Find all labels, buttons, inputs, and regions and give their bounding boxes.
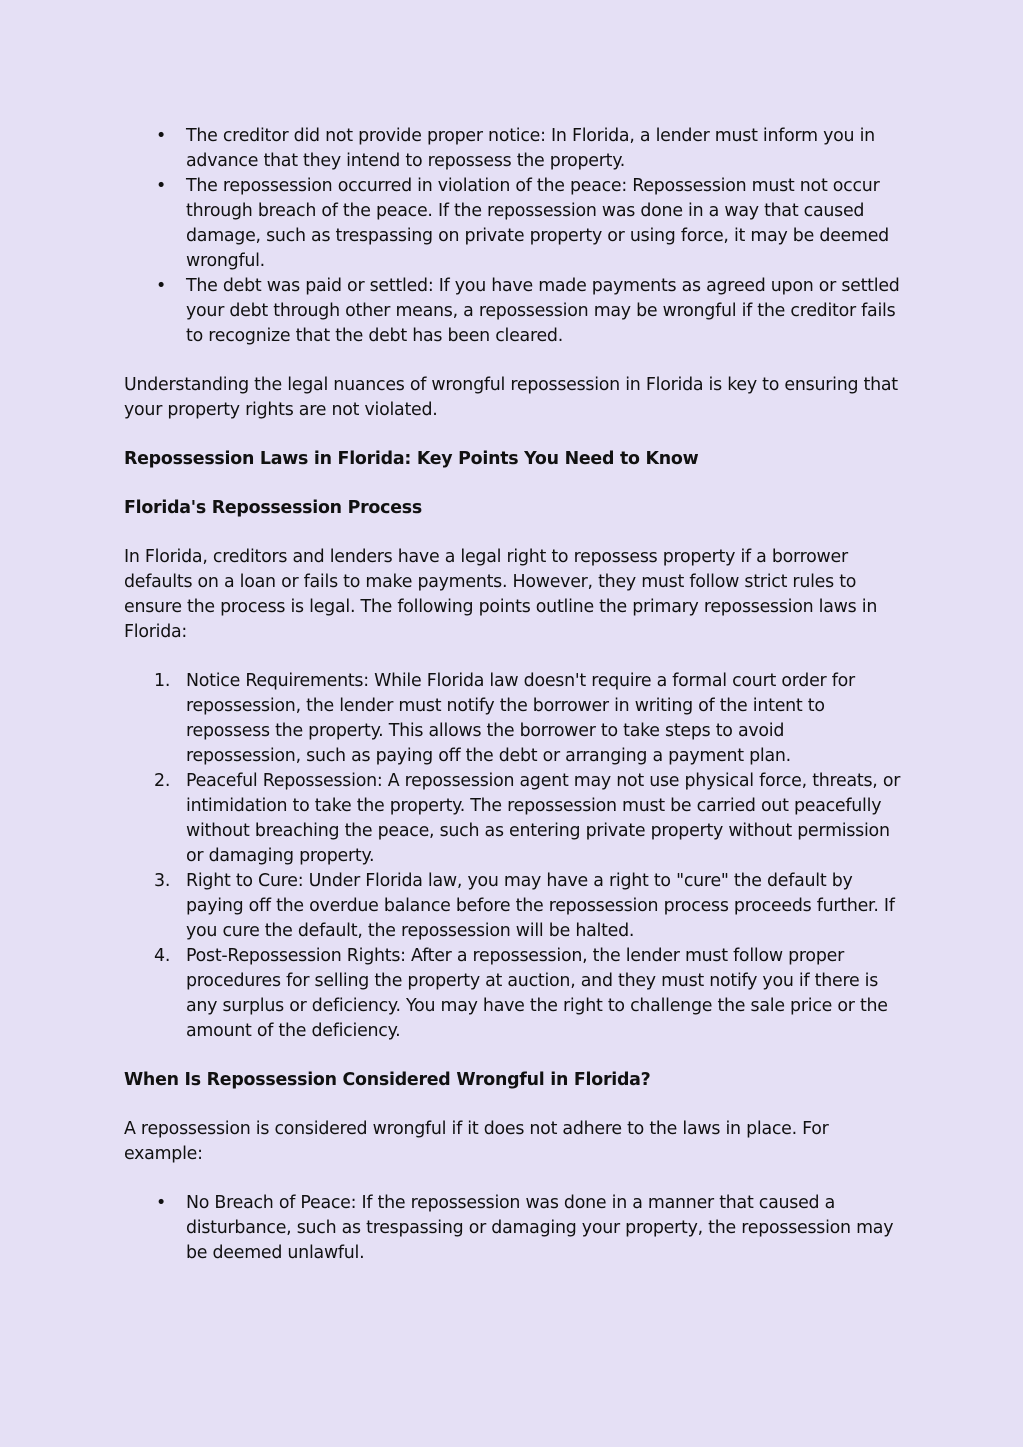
item-number: 2. <box>154 771 171 791</box>
numbered-item-text: Right to Cure: Under Florida law, you may have a right to "cure" the default by paying off the overdue balance before the repossession process proceeds further. If you cure the default, the repossession will be halted. <box>186 871 895 941</box>
numbered-item-text: Notice Requirements: While Florida law doesn't require a formal court order for repossession, the lender must notify the borrower in writing of the intent to repossess the property. This allows the borrower to take steps to avoid repossession, such as paying off the debt or arranging a payment plan. <box>186 671 855 766</box>
list-item <box>124 174 904 274</box>
bullet-icon: • <box>156 1193 167 1213</box>
bullet-icon: • <box>156 176 167 196</box>
heading-repossession-laws: Repossession Laws in Florida: Key Points You Need to Know <box>124 449 699 469</box>
bullet-icon: • <box>156 276 167 296</box>
list-item <box>124 1191 904 1266</box>
document-body <box>124 124 904 1266</box>
list-item-text: The repossession occurred in violation of the peace: Repossession must not occur through breach of the peace. If the repossession was done in a way that caused damage, such as trespassing on private property or using force, it may be deemed wrongful. <box>186 176 889 271</box>
wrongful-examples-list <box>124 1191 904 1266</box>
numbered-item <box>124 944 904 1044</box>
item-number: 3. <box>154 871 171 891</box>
heading-wrongful: When Is Repossession Considered Wrongful in Florida? <box>124 1070 651 1090</box>
numbered-item-text: Post-Repossession Rights: After a repossession, the lender must follow proper procedures for selling the property at auction, and they must notify you if there is any surplus or deficiency. You may have the right to challenge the sale price or the amount of the deficiency. <box>186 946 888 1041</box>
list-item-text: The debt was paid or settled: If you have made payments as agreed upon or settled your debt through other means, a repossession may be wrongful if the creditor fails to recognize that the debt has been cleared. <box>186 276 900 346</box>
item-number: 1. <box>154 671 171 691</box>
numbered-item <box>124 669 904 769</box>
list-item-text: No Breach of Peace: If the repossession was done in a manner that caused a disturbance, such as trespassing or damaging your property, the repossession may be deemed unlawful. <box>186 1193 894 1263</box>
item-number: 4. <box>154 946 171 966</box>
numbered-item <box>124 769 904 869</box>
repossession-laws-list <box>124 669 904 1044</box>
paragraph-wrongful: A repossession is considered wrongful if it does not adhere to the laws in place. For example: <box>124 1119 829 1164</box>
list-item <box>124 274 904 349</box>
wrongful-reasons-list <box>124 124 904 349</box>
list-item <box>124 124 904 174</box>
paragraph-process: In Florida, creditors and lenders have a legal right to repossess property if a borrower defaults on a loan or fails to make payments. However, they must follow strict rules to ensure the process is legal. The following points outline the primary repossession laws in Florida: <box>124 547 878 642</box>
heading-repossession-process: Florida's Repossession Process <box>124 498 422 518</box>
numbered-item <box>124 869 904 944</box>
numbered-item-text: Peaceful Repossession: A repossession agent may not use physical force, threats, or intimidation to take the property. The repossession must be carried out peacefully without breaching the peace, such as entering private property without permission or damaging property. <box>186 771 901 866</box>
list-item-text: The creditor did not provide proper notice: In Florida, a lender must inform you in advance that they intend to repossess the property. <box>186 126 875 171</box>
bullet-icon: • <box>156 126 167 146</box>
paragraph-understanding: Understanding the legal nuances of wrongful repossession in Florida is key to ensuring that your property rights are not violated. <box>124 375 898 420</box>
